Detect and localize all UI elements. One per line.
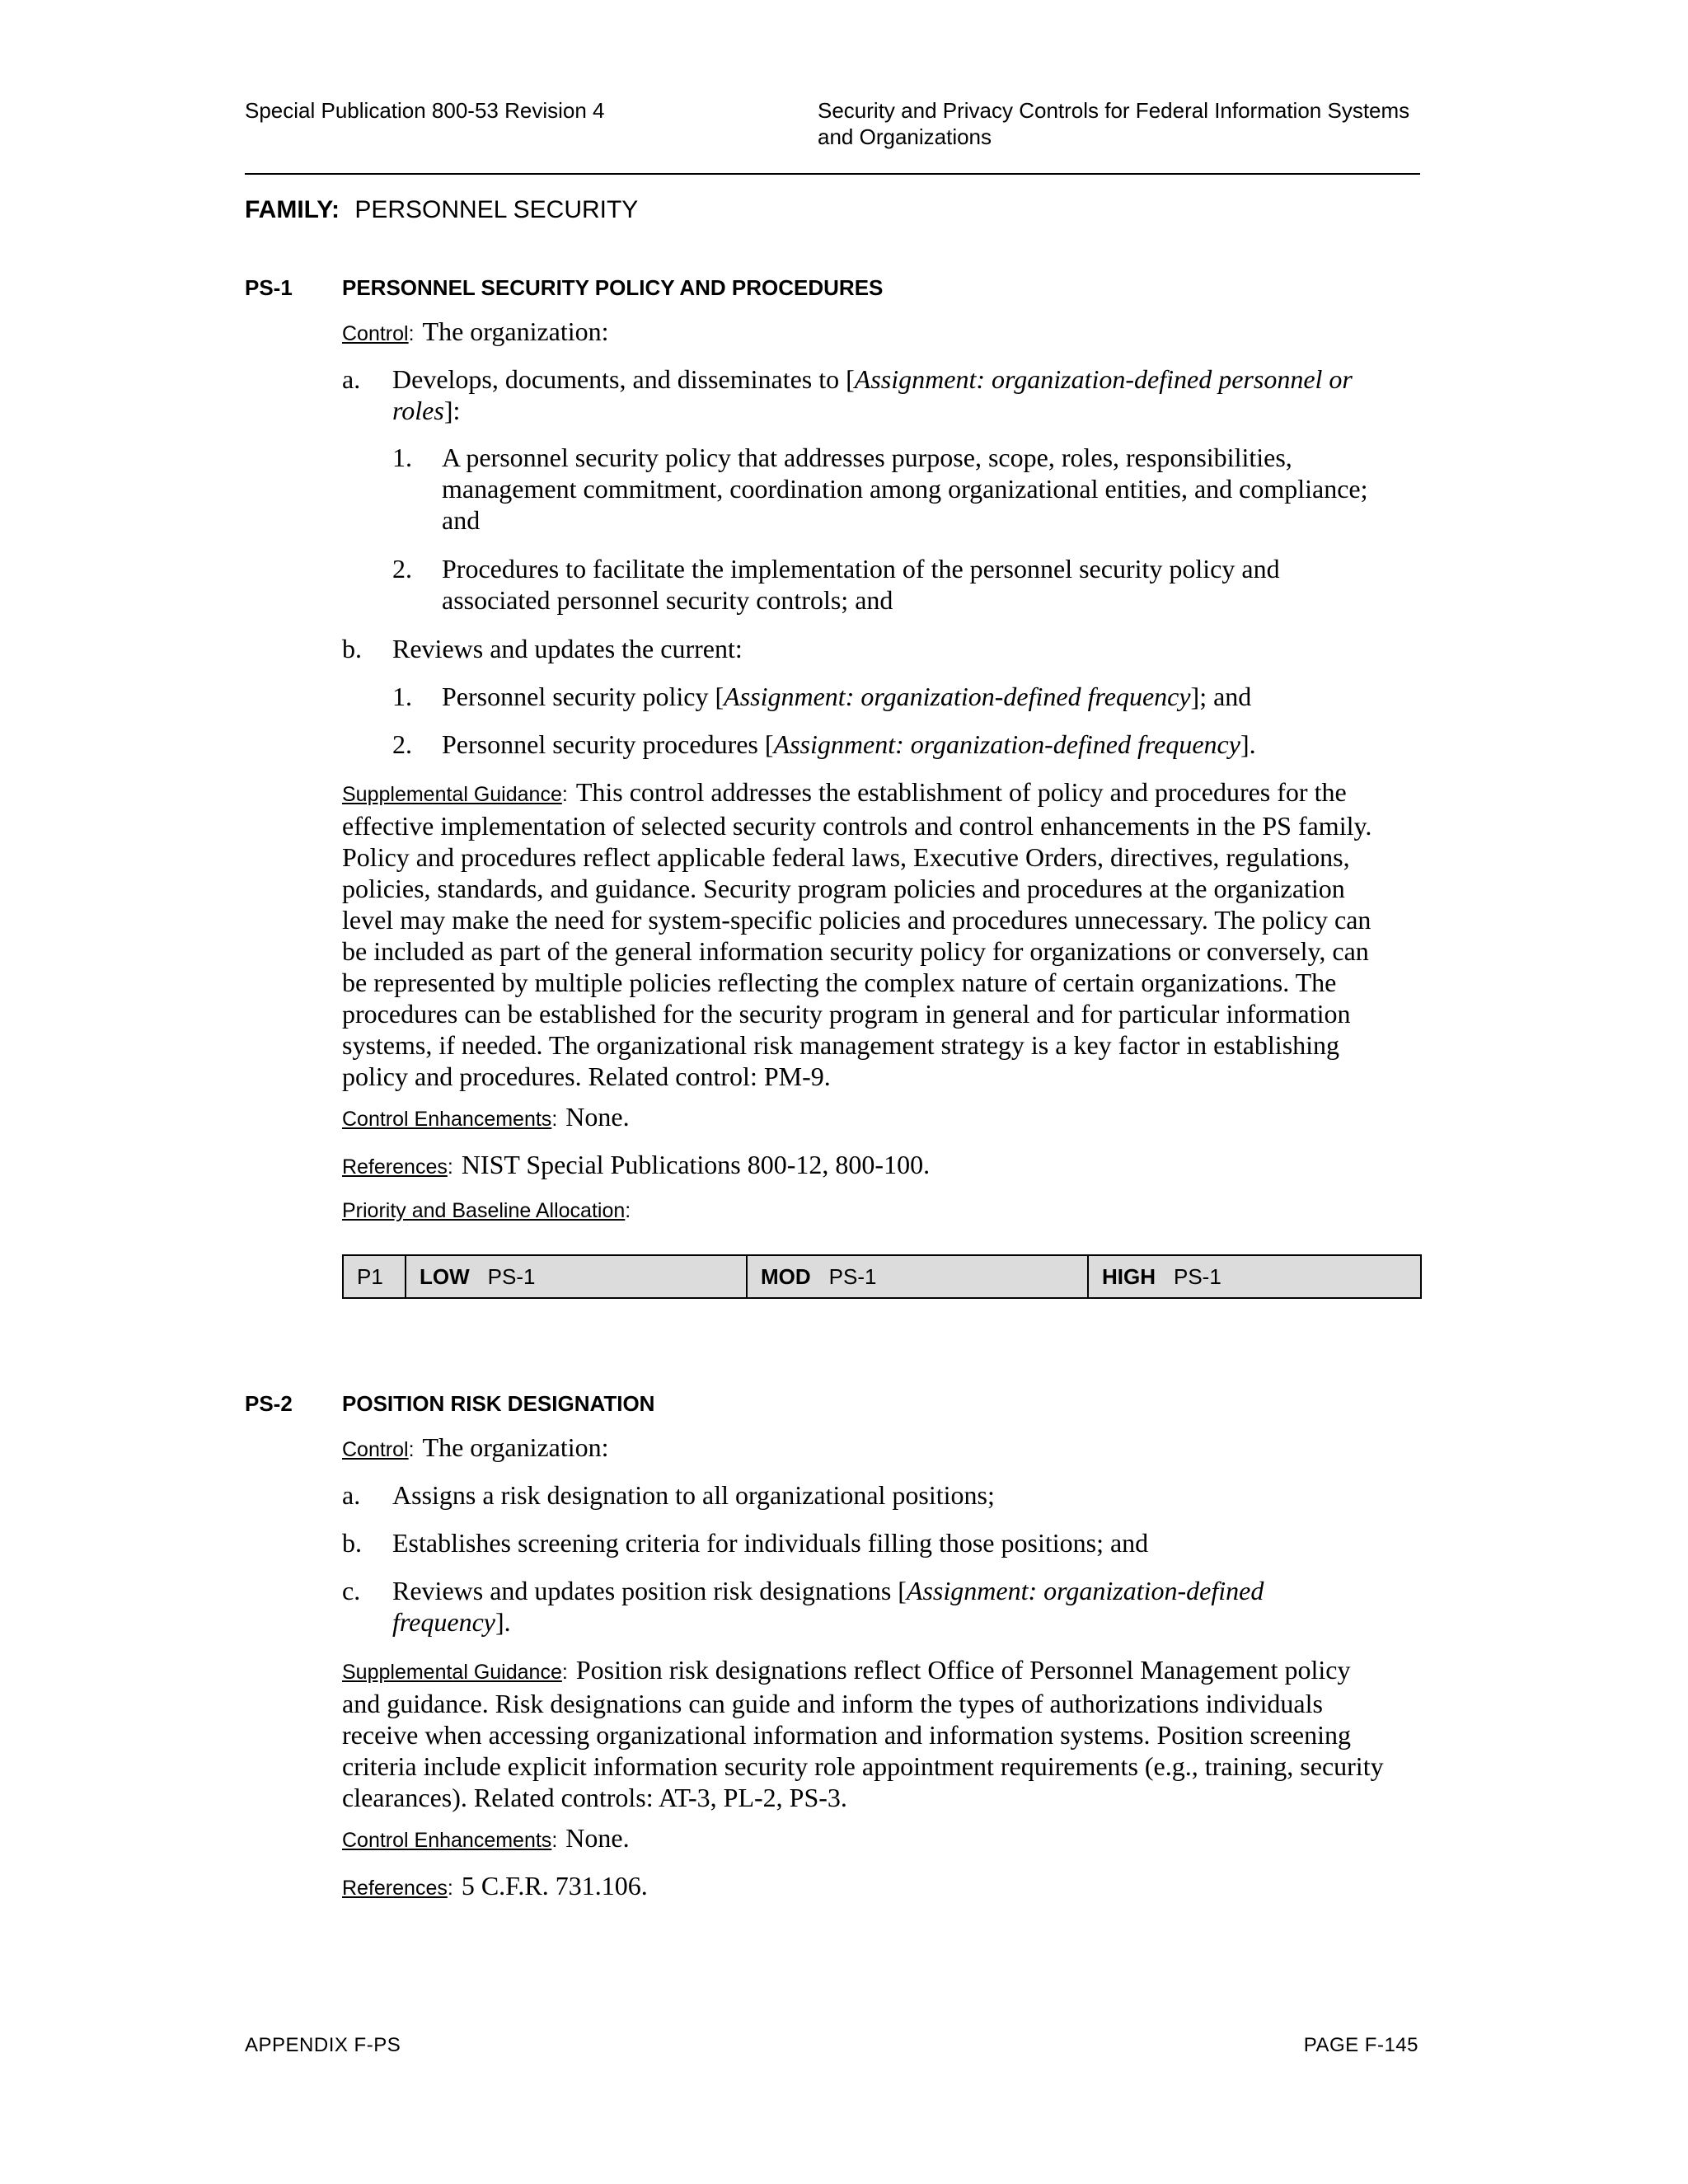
ps1-item-b2-marker: 2. [392, 729, 412, 759]
footer-appendix: APPENDIX F-PS [245, 2034, 401, 2056]
ps1-priority-baseline-heading: Priority and Baseline Allocation: [342, 1199, 631, 1222]
ps1-item-a-marker: a. [342, 364, 361, 394]
running-header-right [818, 97, 1444, 150]
ps1-item-a: Develops, documents, and disseminates to [Assignment: organization-defined personnel or roles]: [392, 364, 1353, 425]
ps1-item-a1-marker: 1. [392, 443, 412, 472]
ps2-references: References: 5 C.F.R. 731.106. [342, 1871, 648, 1900]
ps1-item-a2: Procedures to facilitate the implementation of the personnel security policy and associated personnel security controls; and [442, 554, 1280, 615]
ps1-enhancements-label: Control Enhancements [342, 1108, 552, 1131]
ps1-supplemental-guidance: Supplemental Guidance: This control addresses the establishment of policy and procedures for the effective implementation of selected security controls and control enhancements in the PS family. Policy and procedures reflect applicable federal laws, Executive Orders, directives, regulations, policies, standards, and guidance. Security program policies and procedures at the organization level may make the need for system-specific policies and procedures unnecessary. The policy can be included as part of the general information security policy for organizations or conversely, can be represented by multiple policies reflecting the complex nature of certain organizations. The procedures can be established for the security program in general and for particular information systems, if needed. The organizational risk management strategy is a key factor in establishing policy and procedures. Related control: PM-9. [342, 777, 1372, 1091]
ps2-title: POSITION RISK DESIGNATION [342, 1391, 655, 1416]
ps2-control-label: Control [342, 1438, 409, 1461]
ps2-control-statement: Control: The organization: [342, 1432, 609, 1462]
high-baseline-cell: HIGH PS-1 [1087, 1256, 1420, 1297]
mod-baseline-cell: MOD PS-1 [746, 1256, 1087, 1297]
ps1-id: PS-1 [245, 275, 293, 300]
ps1-baseline-table [342, 1254, 1422, 1299]
ps2-item-a: Assigns a risk designation to all organizational positions; [392, 1480, 995, 1510]
ps2-item-b: Establishes screening criteria for individuals filling those positions; and [392, 1528, 1149, 1558]
ps1-item-b1-marker: 1. [392, 682, 412, 711]
ps1-item-b-marker: b. [342, 634, 362, 663]
ps1-item-b1: Personnel security policy [Assignment: organization-defined frequency]; and [442, 682, 1252, 711]
running-header-right-line2: and Organizations [818, 124, 992, 149]
ps1-item-a-assignment: Assignment: organization-defined personnel or [854, 364, 1353, 394]
ps1-references-label: References [342, 1155, 448, 1179]
ps2-item-c: Reviews and updates position risk designations [Assignment: organization-defined frequency]. [392, 1576, 1264, 1637]
header-rule [245, 173, 1420, 175]
ps1-item-b2: Personnel security procedures [Assignment: organization-defined frequency]. [442, 729, 1256, 759]
ps2-guidance-label: Supplemental Guidance [342, 1661, 562, 1684]
ps1-item-b: Reviews and updates the current: [392, 634, 743, 663]
ps1-control-enhancements: Control Enhancements: None. [342, 1102, 630, 1132]
ps2-supplemental-guidance: Supplemental Guidance: Position risk designations reflect Office of Personnel Management policy and guidance. Risk designations can guide and inform the types of authorizations individuals receive when accessing organizational information and information systems. Position screening criteria include explicit information security role appointment requirements (e.g., training, security clearances). Related controls: AT-3, PL-2, PS-3. [342, 1655, 1384, 1812]
low-baseline-cell: LOW PS-1 [405, 1256, 746, 1297]
ps1-guidance-label: Supplemental Guidance [342, 783, 562, 806]
family-label: FAMILY: [245, 196, 340, 223]
ps2-id: PS-2 [245, 1391, 293, 1416]
family-name: PERSONNEL SECURITY [354, 196, 639, 223]
ps2-item-a-marker: a. [342, 1480, 361, 1510]
ps1-control-label: Control [342, 322, 409, 345]
ps1-control-statement: Control: The organization: [342, 316, 609, 346]
ps2-control-enhancements: Control Enhancements: None. [342, 1823, 630, 1853]
priority-cell: P1 [357, 1263, 383, 1289]
ps2-item-c-marker: c. [342, 1576, 361, 1605]
footer-page-number: PAGE F-145 [1303, 2034, 1418, 2056]
ps1-item-a1: A personnel security policy that addresses purpose, scope, roles, responsibilities, management commitment, coordination among organizational entities, and compliance; and [442, 443, 1368, 535]
running-header-left: Special Publication 800-53 Revision 4 [245, 98, 605, 123]
ps2-item-b-marker: b. [342, 1528, 362, 1558]
ps1-title: PERSONNEL SECURITY POLICY AND PROCEDURES [342, 275, 884, 300]
ps1-references: References: NIST Special Publications 800-12, 800-100. [342, 1150, 931, 1179]
running-header-right-line1: Security and Privacy Controls for Federal Information Systems [818, 98, 1410, 123]
ps1-control-intro: The organization: [422, 316, 609, 346]
ps1-item-a2-marker: 2. [392, 554, 412, 583]
family-heading [245, 195, 638, 225]
